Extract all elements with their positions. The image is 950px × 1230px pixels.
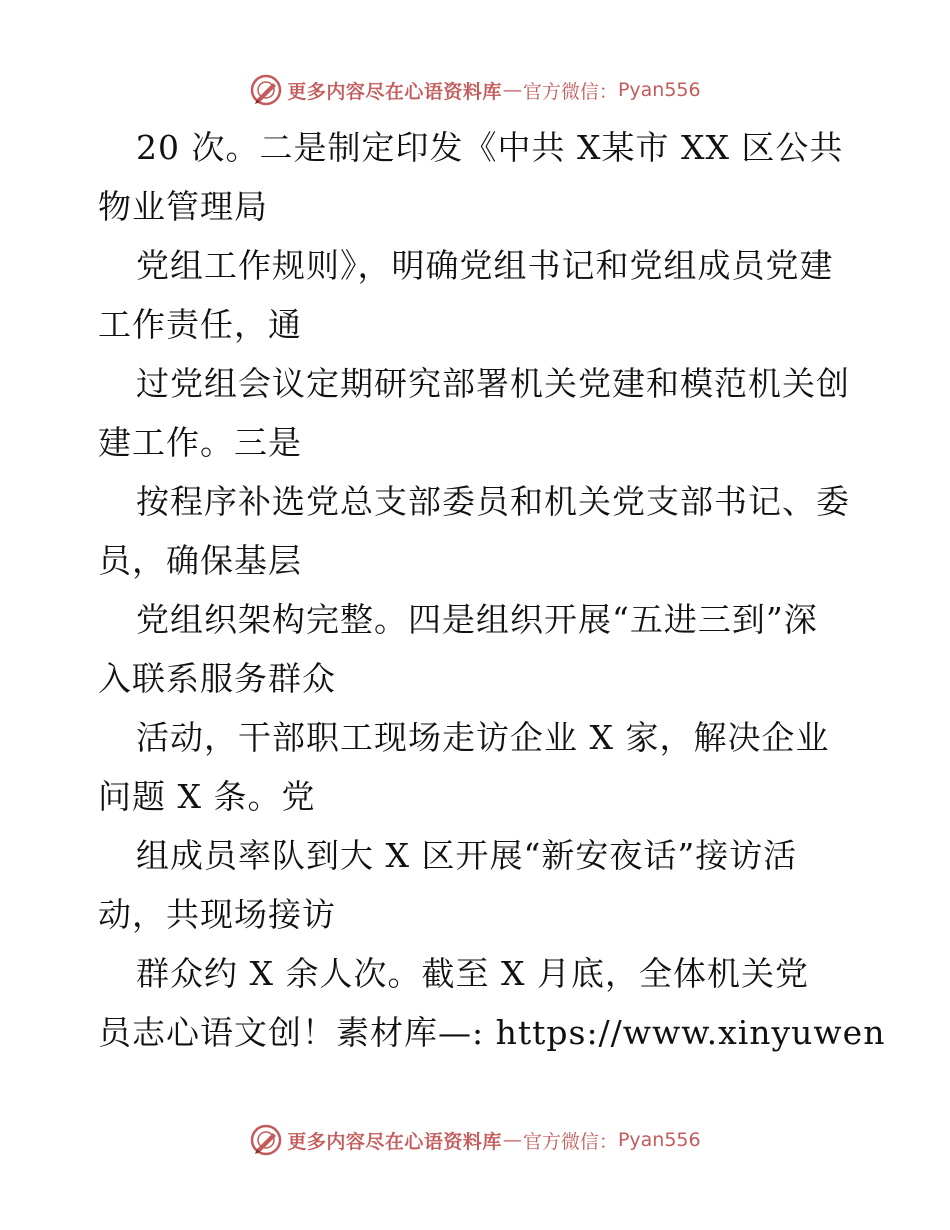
pen-logo-icon [249,73,283,107]
header-brand-text: 更多内容尽在心语资料库 [287,80,502,103]
pen-logo-icon [249,1123,283,1157]
body-line: 群众约 X 余人次。截至 X 月底，全体机关党 [136,954,809,993]
footer-banner [0,1120,950,1160]
body-line-url: 员志心语文创！素材库—: https://www.xinyuwen [98,1013,886,1052]
body-line: 物业管理局 [98,187,268,226]
body-line: 过党组会议定期研究部署机关党建和模范机关创 [136,364,850,403]
body-line: 组成员率队到大 X 区开展“新安夜话”接访活 [136,836,798,875]
body-line: 20 次。二是制定印发《中共 X某市 XX 区公共 [136,128,844,167]
header-wechat-account: Pyan556 [617,79,701,101]
body-line: 员，确保基层 [98,541,302,580]
body-line: 问题 X 条。党 [98,777,316,816]
body-line: 党组织架构完整。四是组织开展“五进三到”深 [136,600,818,639]
body-line: 入联系服务群众 [98,659,336,698]
body-line: 活动，干部职工现场走访企业 X 家，解决企业 [136,718,830,757]
body-line: 动，共现场接访 [98,895,336,934]
document-body [98,118,886,1062]
header-wechat-label: 官方微信： [522,80,618,103]
footer-wechat-label: 官方微信： [522,1130,618,1153]
body-line: 按程序补选党总支部委员和机关党支部书记、委 [136,482,850,521]
footer-brand-text: 更多内容尽在心语资料库 [287,1130,502,1153]
footer-separator: — [502,1129,522,1151]
footer-wechat-account: Pyan556 [617,1129,701,1151]
body-line: 党组工作规则》，明确党组书记和党组成员党建 [136,246,834,285]
header-separator: — [502,79,522,101]
header-banner [0,70,950,110]
body-line: 工作责任，通 [98,305,302,344]
body-line: 建工作。三是 [98,423,302,462]
